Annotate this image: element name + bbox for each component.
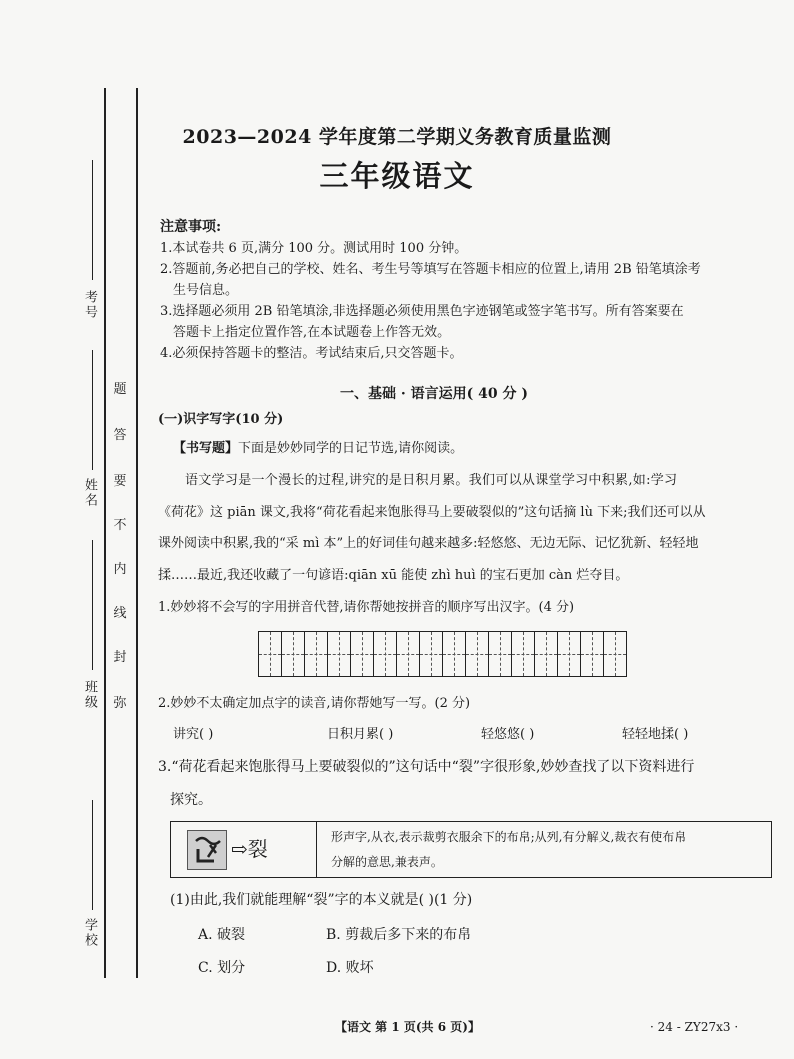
binding-line-outer [136,88,138,978]
seal-char: 要 [113,474,127,489]
grid-cell[interactable] [328,632,351,676]
lead-text: 下面是妙妙同学的日记节选,请你阅读。 [238,441,464,456]
note-item: 2.答题前,务必把自己的学校、姓名、考生号等填写在答题卡相应的位置上,请用 2B 铅笔填涂考 [160,262,701,277]
name-field[interactable] [92,350,93,470]
paper-code: · 24 - ZY27x3 · [650,1020,739,1034]
lead-tag: 【书写题】 [173,441,239,456]
question-3: 3.“荷花看起来饱胀得马上要破裂似的”这句话中“裂”字很形象,妙妙查找了以下资料进行 [158,759,695,775]
seal-char: 答 [113,428,127,443]
option-a[interactable]: A. 破裂 [198,927,246,943]
seal-char: 不 [113,518,127,533]
question-3-cont: 探究。 [170,792,212,808]
grid-cell[interactable] [512,632,535,676]
q2-item[interactable]: 轻悠悠( ) [481,727,535,742]
question-1: 1.妙妙将不会写的字用拼音代替,请你帮她按拼音的顺序写出汉字。(4 分) [158,600,575,615]
option-d[interactable]: D. 败坏 [326,960,374,976]
etymology-figure [171,822,317,877]
arrow-target-char: ⇨裂 [231,837,268,861]
grid-cell[interactable] [535,632,558,676]
q2-item[interactable]: 日积月累( ) [327,727,394,742]
grid-cell[interactable] [581,632,604,676]
writing-grid[interactable] [258,631,627,677]
seal-char: 题 [113,382,127,397]
passage-lead [173,440,463,457]
section-title: 一、基础 · 语言运用( 40 分 ) [340,386,528,402]
etymology-box [170,821,772,878]
seal-char: 封 [113,650,127,665]
grid-cell[interactable] [443,632,466,676]
grid-cell[interactable] [351,632,374,676]
option-b[interactable]: B. 剪裁后多下来的布帛 [326,927,472,943]
grid-cell[interactable] [489,632,512,676]
class-label: 班级 [82,680,97,710]
school-label: 学校 [82,918,97,948]
question-2: 2.妙妙不太确定加点字的读音,请你帮她写一写。(2 分) [158,696,471,711]
option-c[interactable]: C. 划分 [198,960,246,976]
binding-line-inner [104,88,106,978]
grid-cell[interactable] [282,632,305,676]
note-item: 3.选择题必须用 2B 铅笔填涂,非选择题必须使用黑色字迹钢笔或签字笔书写。所有答案要在 [160,304,684,319]
q2-item[interactable]: 讲究( ) [173,727,214,742]
school-field[interactable] [92,800,93,910]
notes-heading: 注意事项: [160,219,222,235]
name-label: 姓名 [82,478,97,508]
ancient-glyph-image [187,830,227,870]
grid-cell[interactable] [604,632,626,676]
grid-cell[interactable] [420,632,443,676]
seal-char: 线 [113,606,127,621]
note-item: 答题卡上指定位置作答,在本试题卷上作答无效。 [173,325,451,340]
exam-title: 2023—2024 学年度第二学期义务教育质量监测 [182,126,612,148]
exam-no-label: 考号 [82,290,97,320]
grid-cell[interactable] [374,632,397,676]
seal-char: 内 [113,562,127,577]
grid-cell[interactable] [305,632,328,676]
grid-cell[interactable] [466,632,489,676]
etymology-text-2: 分解的意思,兼表声。 [331,855,443,869]
passage-line: 课外阅读中积累,我的“采 mì 本”上的好词佳句越来越多:轻悠悠、无边无际、记忆犹新、轻轻地 [158,536,699,551]
grid-cell[interactable] [259,632,282,676]
page-number: 【语文 第 1 页(共 6 页)】 [335,1020,480,1034]
seal-char: 弥 [113,696,127,711]
note-item: 生号信息。 [173,283,239,298]
passage-line: 《荷花》这 piān 课文,我将“荷花看起来饱胀得马上要破裂似的”这句话摘 lù 下来;我们还可以从 [158,505,706,520]
passage-line: 语文学习是一个漫长的过程,讲究的是日积月累。我们可以从课堂学习中积累,如:学习 [185,473,678,488]
subsection-title: (一)识字写字(10 分) [158,412,284,427]
subject-title: 三年级语文 [319,159,475,193]
passage-line: 揉……最近,我还收藏了一句谚语:qiān xū 能使 zhì huì 的宝石更加 càn 烂夺目。 [158,568,629,583]
grid-cell[interactable] [397,632,420,676]
note-item: 4.必须保持答题卡的整洁。考试结束后,只交答题卡。 [160,346,463,361]
question-3-1: (1)由此,我们就能理解“裂”字的本义就是( )(1 分) [170,892,473,908]
etymology-text-1: 形声字,从衣,表示裁剪衣服余下的布帛;从列,有分解义,裁衣有使布帛 [331,830,687,844]
class-field[interactable] [92,540,93,670]
q2-item[interactable]: 轻轻地揉( ) [622,727,689,742]
grid-cell[interactable] [558,632,581,676]
ancient-glyph-icon [188,831,226,869]
note-item: 1.本试卷共 6 页,满分 100 分。测试用时 100 分钟。 [160,241,468,256]
